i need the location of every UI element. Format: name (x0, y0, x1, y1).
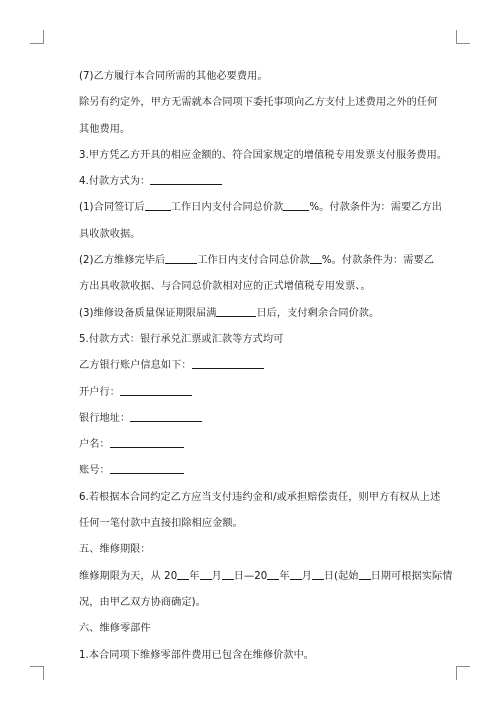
paragraph-line: (2)乙方维修完毕后 工作日内支付合同总价款 %。付款条件为：需要乙 (79, 248, 451, 274)
blank-field (267, 568, 279, 580)
blank-field (165, 252, 197, 264)
blank-field (200, 568, 212, 580)
blank-field (177, 568, 189, 580)
crop-mark-bottom-left-v (43, 666, 44, 680)
paragraph-line: 银行地址： (79, 406, 451, 432)
section-heading: 五、维修期限： (79, 544, 151, 556)
paragraph-line: 5.付款方式：银行承兑汇票或汇款等方式均可 (79, 333, 284, 345)
blank-field (145, 199, 171, 211)
paragraph-line: 6.若根据本合同约定乙方应当支付违约金和/或承担赔偿责任，则甲方有权从上述 (79, 491, 441, 503)
paragraph-line: (3)维修设备质量保证期限届满 日后，支付剩余合同价款。 (79, 301, 451, 327)
paragraph-line: 维修期限为天，从 20 年 月 日—20 年 月 日(起始 日期可根据实际情 (79, 564, 451, 590)
blank-field (216, 305, 256, 317)
blank-field (110, 436, 184, 448)
paragraph-line: 账号： (79, 458, 451, 484)
crop-mark-top-left-h (30, 43, 44, 44)
paragraph-line: 户名： (79, 432, 451, 458)
blank-field (312, 568, 324, 580)
paragraph-line: 乙方银行账户信息如下： (79, 353, 451, 379)
crop-mark-top-right-h (456, 43, 470, 44)
paragraph-line: 任何一笔付款中直接扣除相应金额。 (79, 518, 243, 530)
paragraph-line: 开户行： (79, 380, 451, 406)
crop-mark-bottom-left-h (30, 666, 44, 667)
paragraph-line: (7)乙方履行本合同所需的其他必要费用。 (79, 71, 268, 82)
blank-field (130, 410, 202, 422)
crop-mark-top-right-v (456, 30, 457, 44)
blank-field (120, 384, 192, 396)
paragraph-line: 4.付款方式为： (79, 169, 451, 195)
blank-field (283, 199, 309, 211)
paragraph-line: (1)合同签订后 工作日内支付合同总价款 %。付款条件为：需要乙方出 (79, 195, 451, 221)
document-body (79, 64, 451, 669)
paragraph-line: 况，由甲乙双方协商确定)。 (79, 596, 206, 608)
crop-mark-bottom-right-h (456, 666, 470, 667)
crop-mark-bottom-right-v (456, 666, 457, 680)
paragraph-line: 其他费用。 (79, 123, 131, 135)
blank-field (290, 568, 302, 580)
paragraph-line: 3.甲方凭乙方开具的相应金额的、符合国家规定的增值税专用发票支付服务费用。 (79, 149, 448, 161)
blank-field (150, 173, 222, 185)
paragraph-line: 方出具收款收据、与合同总价款相对应的正式增值税专用发票、。 (79, 281, 371, 293)
section-heading: 六、维修零部件 (79, 623, 151, 635)
paragraph-line: 除另有约定外，甲方无需就本合同项下委托事项向乙方支付上述费用之外的任何 (79, 97, 438, 109)
paragraph-line: 1.本合同项下维修零部件费用已包含在维修价款中。 (79, 649, 315, 661)
blank-field (222, 568, 234, 580)
blank-field (359, 568, 371, 580)
blank-field (192, 357, 264, 369)
blank-field (310, 252, 322, 264)
blank-field (110, 462, 184, 474)
crop-mark-top-left-v (43, 30, 44, 44)
paragraph-line: 具收款收据。 (79, 228, 141, 240)
